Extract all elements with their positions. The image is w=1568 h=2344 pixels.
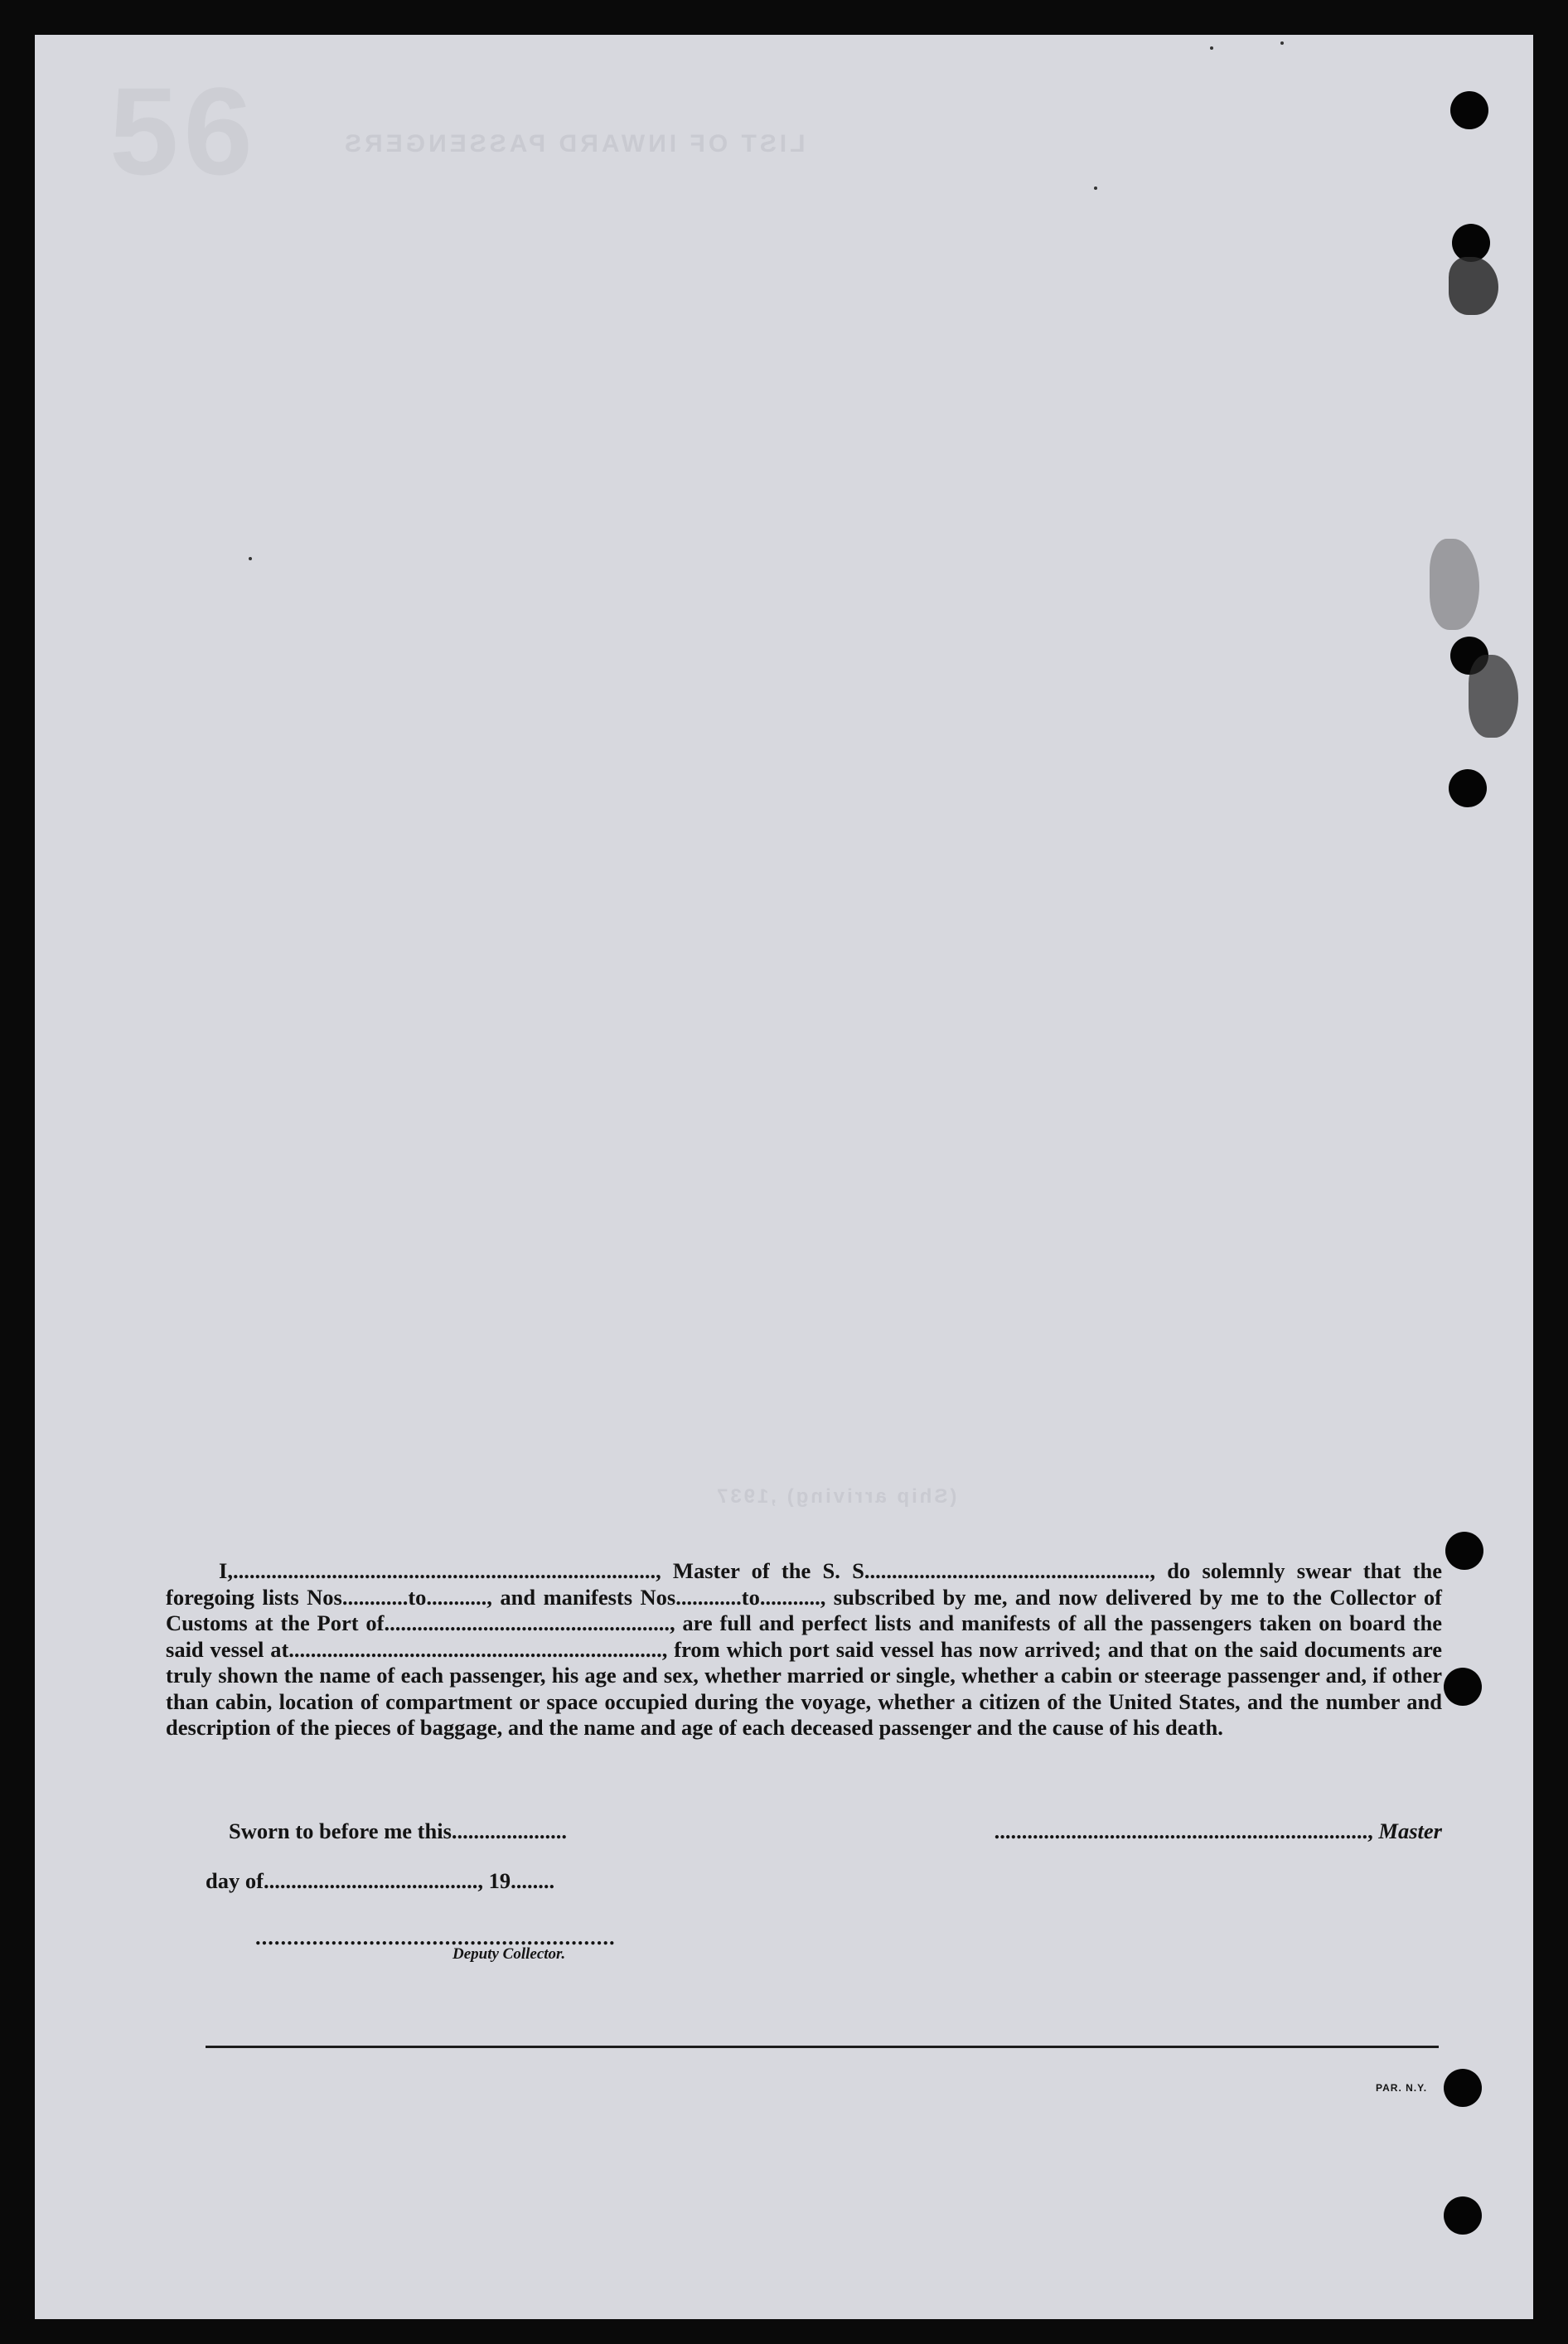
punch-hole xyxy=(1444,2196,1482,2235)
bleed-through-heading: LIST OF INWARD PASSENGERS xyxy=(341,130,806,157)
punch-hole xyxy=(1449,769,1487,807)
dust-speck xyxy=(249,557,252,560)
punch-hole xyxy=(1444,2069,1482,2107)
dust-speck xyxy=(1280,41,1284,45)
master-dots: ...................................................................., xyxy=(994,1819,1379,1843)
dust-speck xyxy=(1094,186,1097,190)
torn-edge-mark xyxy=(1449,257,1498,315)
oath-text: I,............................................................................., Master of the S. S...................................................., do solemnly swear that the foregoing lists Nos............to..........., and manifests Nos............to..........., subscribed by me, and now delivered by me to the Collector of Customs at the Port of...................................................., are full and perfect lists and manifests of all the passengers taken on board the said vessel at...................................................................., from which port said vessel has now arrived; and that on the said documents are truly shown the name of each passenger, his age and sex, whether married or single, whether a cabin or steerage passenger and, if other than cabin, location of compartment or space occupied during the voyage, whether a citizen of the United States, and the number and description of the pieces of baggage, and the name and age of each deceased passenger and the cause of his death. xyxy=(166,1558,1442,1740)
dust-speck xyxy=(1210,46,1213,50)
sworn-row xyxy=(166,1819,1442,1847)
ink-smudge xyxy=(1430,539,1479,630)
bleed-through-page-number: 56 xyxy=(109,61,258,201)
master-oath-paragraph xyxy=(166,1558,1442,1741)
sworn-label: Sworn to before me this..................... xyxy=(229,1819,568,1843)
master-label: Master xyxy=(1378,1819,1442,1843)
master-signature-line xyxy=(995,1819,1442,1844)
punch-hole xyxy=(1444,1668,1482,1706)
deputy-signature-line: ......................................................... xyxy=(255,1925,616,1949)
manifest-page xyxy=(35,35,1533,2319)
day-of-line: day of......................................., 19........ xyxy=(206,1868,555,1893)
bottom-rule xyxy=(206,2046,1439,2048)
punch-hole xyxy=(1445,1532,1483,1570)
printer-mark: PAR. N.Y. xyxy=(1376,2082,1428,2094)
bleed-through-subline: (Ship arriving) ,1937 xyxy=(714,1485,957,1508)
torn-edge-mark xyxy=(1469,655,1518,738)
punch-hole xyxy=(1450,91,1488,129)
deputy-collector-label: Deputy Collector. xyxy=(452,1945,566,1963)
